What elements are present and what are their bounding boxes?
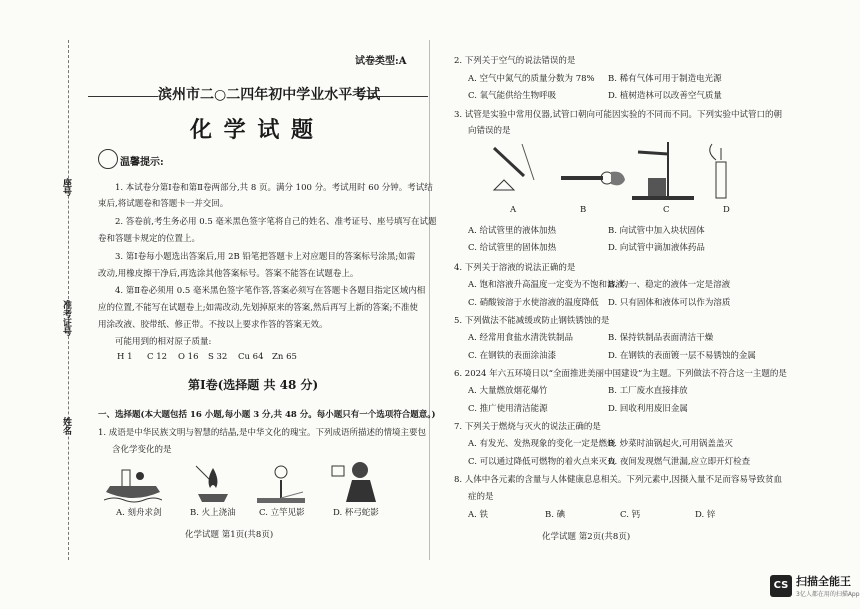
- q7-option-b: B. 炒菜时油锅起火,可用锅盖盖灭: [608, 439, 733, 449]
- q3-option-c: C. 给试管里的固体加热: [468, 243, 557, 253]
- side-label-name: 姓名: [61, 417, 71, 435]
- q3-label-a: A: [510, 205, 517, 215]
- q5-option-d: D. 在钢铁的表面镀一层不易锈蚀的金属: [608, 351, 756, 361]
- section1-title: 第Ⅰ卷(选择题 共 48 分): [188, 378, 319, 392]
- q3-label-b: B: [580, 205, 587, 215]
- q1-option-d: D. 杯弓蛇影: [333, 508, 379, 518]
- section1-intro: 一、选择题(本大题包括 16 小题,每小题 3 分,共 48 分。每小题只有一个选项符合题意。): [98, 410, 436, 420]
- right-page: [430, 0, 860, 609]
- q5-option-b: B. 保持铁制品表面清洁干燥: [608, 333, 714, 343]
- q4-stem: 4. 下列关于溶液的说法正确的是: [454, 263, 576, 273]
- q3-image-b: [555, 150, 633, 195]
- q8-option-c: C. 钙: [620, 510, 641, 520]
- q3-option-b: B. 向试管中加入块状固体: [608, 226, 705, 236]
- q6-option-b: B. 工厂废水直接排放: [608, 386, 688, 396]
- q1-image-c: [253, 462, 309, 504]
- q3-line-2: 向错误的是: [468, 126, 511, 136]
- scanner-app-name: 扫描全能王: [796, 575, 851, 588]
- q1-image-d: [330, 458, 384, 504]
- q8-option-a: A. 铁: [468, 510, 489, 520]
- q5-stem: 5. 下列做法不能减缓或防止钢铁锈蚀的是: [454, 316, 610, 326]
- q3-option-d: D. 向试管中滴加液体药品: [608, 243, 705, 253]
- q1-image-b: [188, 462, 238, 504]
- q2-option-a: A. 空气中氮气的质量分数为 78%: [468, 74, 595, 84]
- tip-line-3: 2. 答卷前,考生务必用 0.5 毫米黑色签字笔将自己的姓名、准考证号、座号填写在试题: [115, 217, 437, 227]
- q6-option-c: C. 推广使用清洁能源: [468, 404, 548, 414]
- subject-title: 化 学 试 题: [190, 117, 315, 143]
- q6-stem: 6. 2024 年六五环境日以“全面推进美丽中国建设”为主题。下列做法不符合这一主题的是: [454, 369, 787, 379]
- smiley-icon: [98, 149, 118, 169]
- atomic-mass-s: S 32: [208, 352, 228, 362]
- q4-option-c: C. 硝酸铵溶于水使溶液的温度降低: [468, 298, 599, 308]
- q3-option-a: A. 给试管里的液体加热: [468, 226, 557, 236]
- q8-line-1: 8. 人体中各元素的含量与人体健康息息相关。下列元素中,因摄入量不足而容易导致贫血: [454, 475, 783, 485]
- q3-image-a: [474, 140, 554, 202]
- atomic-mass-c: C 12: [147, 352, 168, 362]
- q6-option-a: A. 大量燃放烟花爆竹: [468, 386, 548, 396]
- q2-stem: 2. 下列关于空气的说法错误的是: [454, 56, 576, 66]
- q3-label-d: D: [723, 205, 730, 215]
- q3-image-d: [698, 140, 748, 202]
- atomic-mass-zn: Zn 65: [272, 352, 297, 362]
- q1-line-1: 1. 成语是中华民族文明与智慧的结晶,是中华文化的瑰宝。下列成语所描述的情境主要包: [98, 428, 427, 438]
- right-footer: 化学试题 第2页(共8页): [542, 532, 631, 542]
- exam-title: 滨州市二○二四年初中学业水平考试: [158, 87, 381, 103]
- q3-line-1: 3. 试管是实验中常用仪器,试管口朝向可能因实验的不同而不同。下列实验中试管口的朝: [454, 110, 783, 120]
- q1-image-a: [104, 462, 162, 504]
- q4-option-b: B. 均一、稳定的液体一定是溶液: [608, 280, 731, 290]
- q3-label-c: C: [663, 205, 670, 215]
- atomic-mass-o: O 16: [178, 352, 199, 362]
- tip-line-7: 4. 第Ⅱ卷必须用 0.5 毫米黑色签字笔作答,答案必须写在答题卡各题目指定区域内相: [115, 286, 426, 296]
- tip-line-5: 3. 第Ⅰ卷每小题选出答案后,用 2B 铅笔把答题卡上对应题目的答案标号涂黑;如需: [115, 252, 416, 262]
- paper-type: 试卷类型:A: [355, 56, 407, 67]
- tip-line-1: 1. 本试卷分第Ⅰ卷和第Ⅱ卷两部分,共 8 页。满分 100 分。考试用时 60 分钟。考试结: [115, 183, 433, 193]
- side-label-exam-number: 准考证号: [61, 300, 71, 336]
- q7-stem: 7. 下列关于燃烧与灭火的说法正确的是: [454, 422, 601, 432]
- atomic-mass-h: H 1: [117, 352, 133, 362]
- tip-line-2: 束后,将试题卷和答题卡一并交回。: [98, 199, 229, 209]
- tip-line-4: 卷和答题卡规定的位置上。: [98, 234, 201, 244]
- q4-option-a: A. 饱和溶液升高温度一定变为不饱和溶液: [468, 280, 625, 290]
- tip-line-8: 应的位置,不能写在试题卷上;如需改动,先划掉原来的答案,然后再写上新的答案;不准使: [98, 303, 418, 313]
- scanner-tagline: 3亿人都在用的扫描App: [796, 591, 860, 598]
- tip-line-6: 改动,用橡皮擦干净后,再选涂其他答案标号。答案不能答在试题卷上。: [98, 269, 359, 279]
- q2-option-c: C. 氧气能供给生物呼吸: [468, 91, 557, 101]
- q4-option-d: D. 只有固体和液体可以作为溶质: [608, 298, 731, 308]
- tips-heading: 温馨提示:: [120, 157, 164, 168]
- q6-option-d: D. 回收利用废旧金属: [608, 404, 688, 414]
- q8-option-d: D. 锌: [695, 510, 716, 520]
- tip-line-10: 可能用到的相对原子质量:: [115, 337, 212, 347]
- q1-option-c: C. 立竿见影: [259, 508, 305, 518]
- q5-option-c: C. 在钢铁的表面涂油漆: [468, 351, 557, 361]
- scanner-watermark: [770, 573, 860, 598]
- tip-line-9: 用涂改液、胶带纸、修正带。不按以上要求作答的答案无效。: [98, 320, 328, 330]
- q3-image-c: [628, 138, 698, 203]
- q8-line-2: 症的是: [468, 492, 494, 502]
- q1-line-2: 含化学变化的是: [112, 445, 172, 455]
- q2-option-b: B. 稀有气体可用于制造电光源: [608, 74, 722, 84]
- atomic-mass-cu: Cu 64: [238, 352, 264, 362]
- q7-option-a: A. 有发光、发热现象的变化一定是燃烧: [468, 439, 616, 449]
- q7-option-c: C. 可以通过降低可燃物的着火点来灭火: [468, 457, 616, 467]
- q2-option-d: D. 植树造林可以改善空气质量: [608, 91, 722, 101]
- side-label-seat: 座号: [61, 178, 71, 196]
- scanner-logo-icon: CS: [770, 575, 792, 597]
- q7-option-d: D. 夜间发现燃气泄漏,应立即开灯检查: [608, 457, 751, 467]
- q1-option-b: B. 火上浇油: [190, 508, 236, 518]
- title-rule-left: [88, 96, 158, 97]
- q1-option-a: A. 刻舟求剑: [116, 508, 162, 518]
- q5-option-a: A. 经常用食盐水清洗铁制品: [468, 333, 574, 343]
- q8-option-b: B. 碘: [545, 510, 566, 520]
- left-footer: 化学试题 第1页(共8页): [185, 530, 274, 540]
